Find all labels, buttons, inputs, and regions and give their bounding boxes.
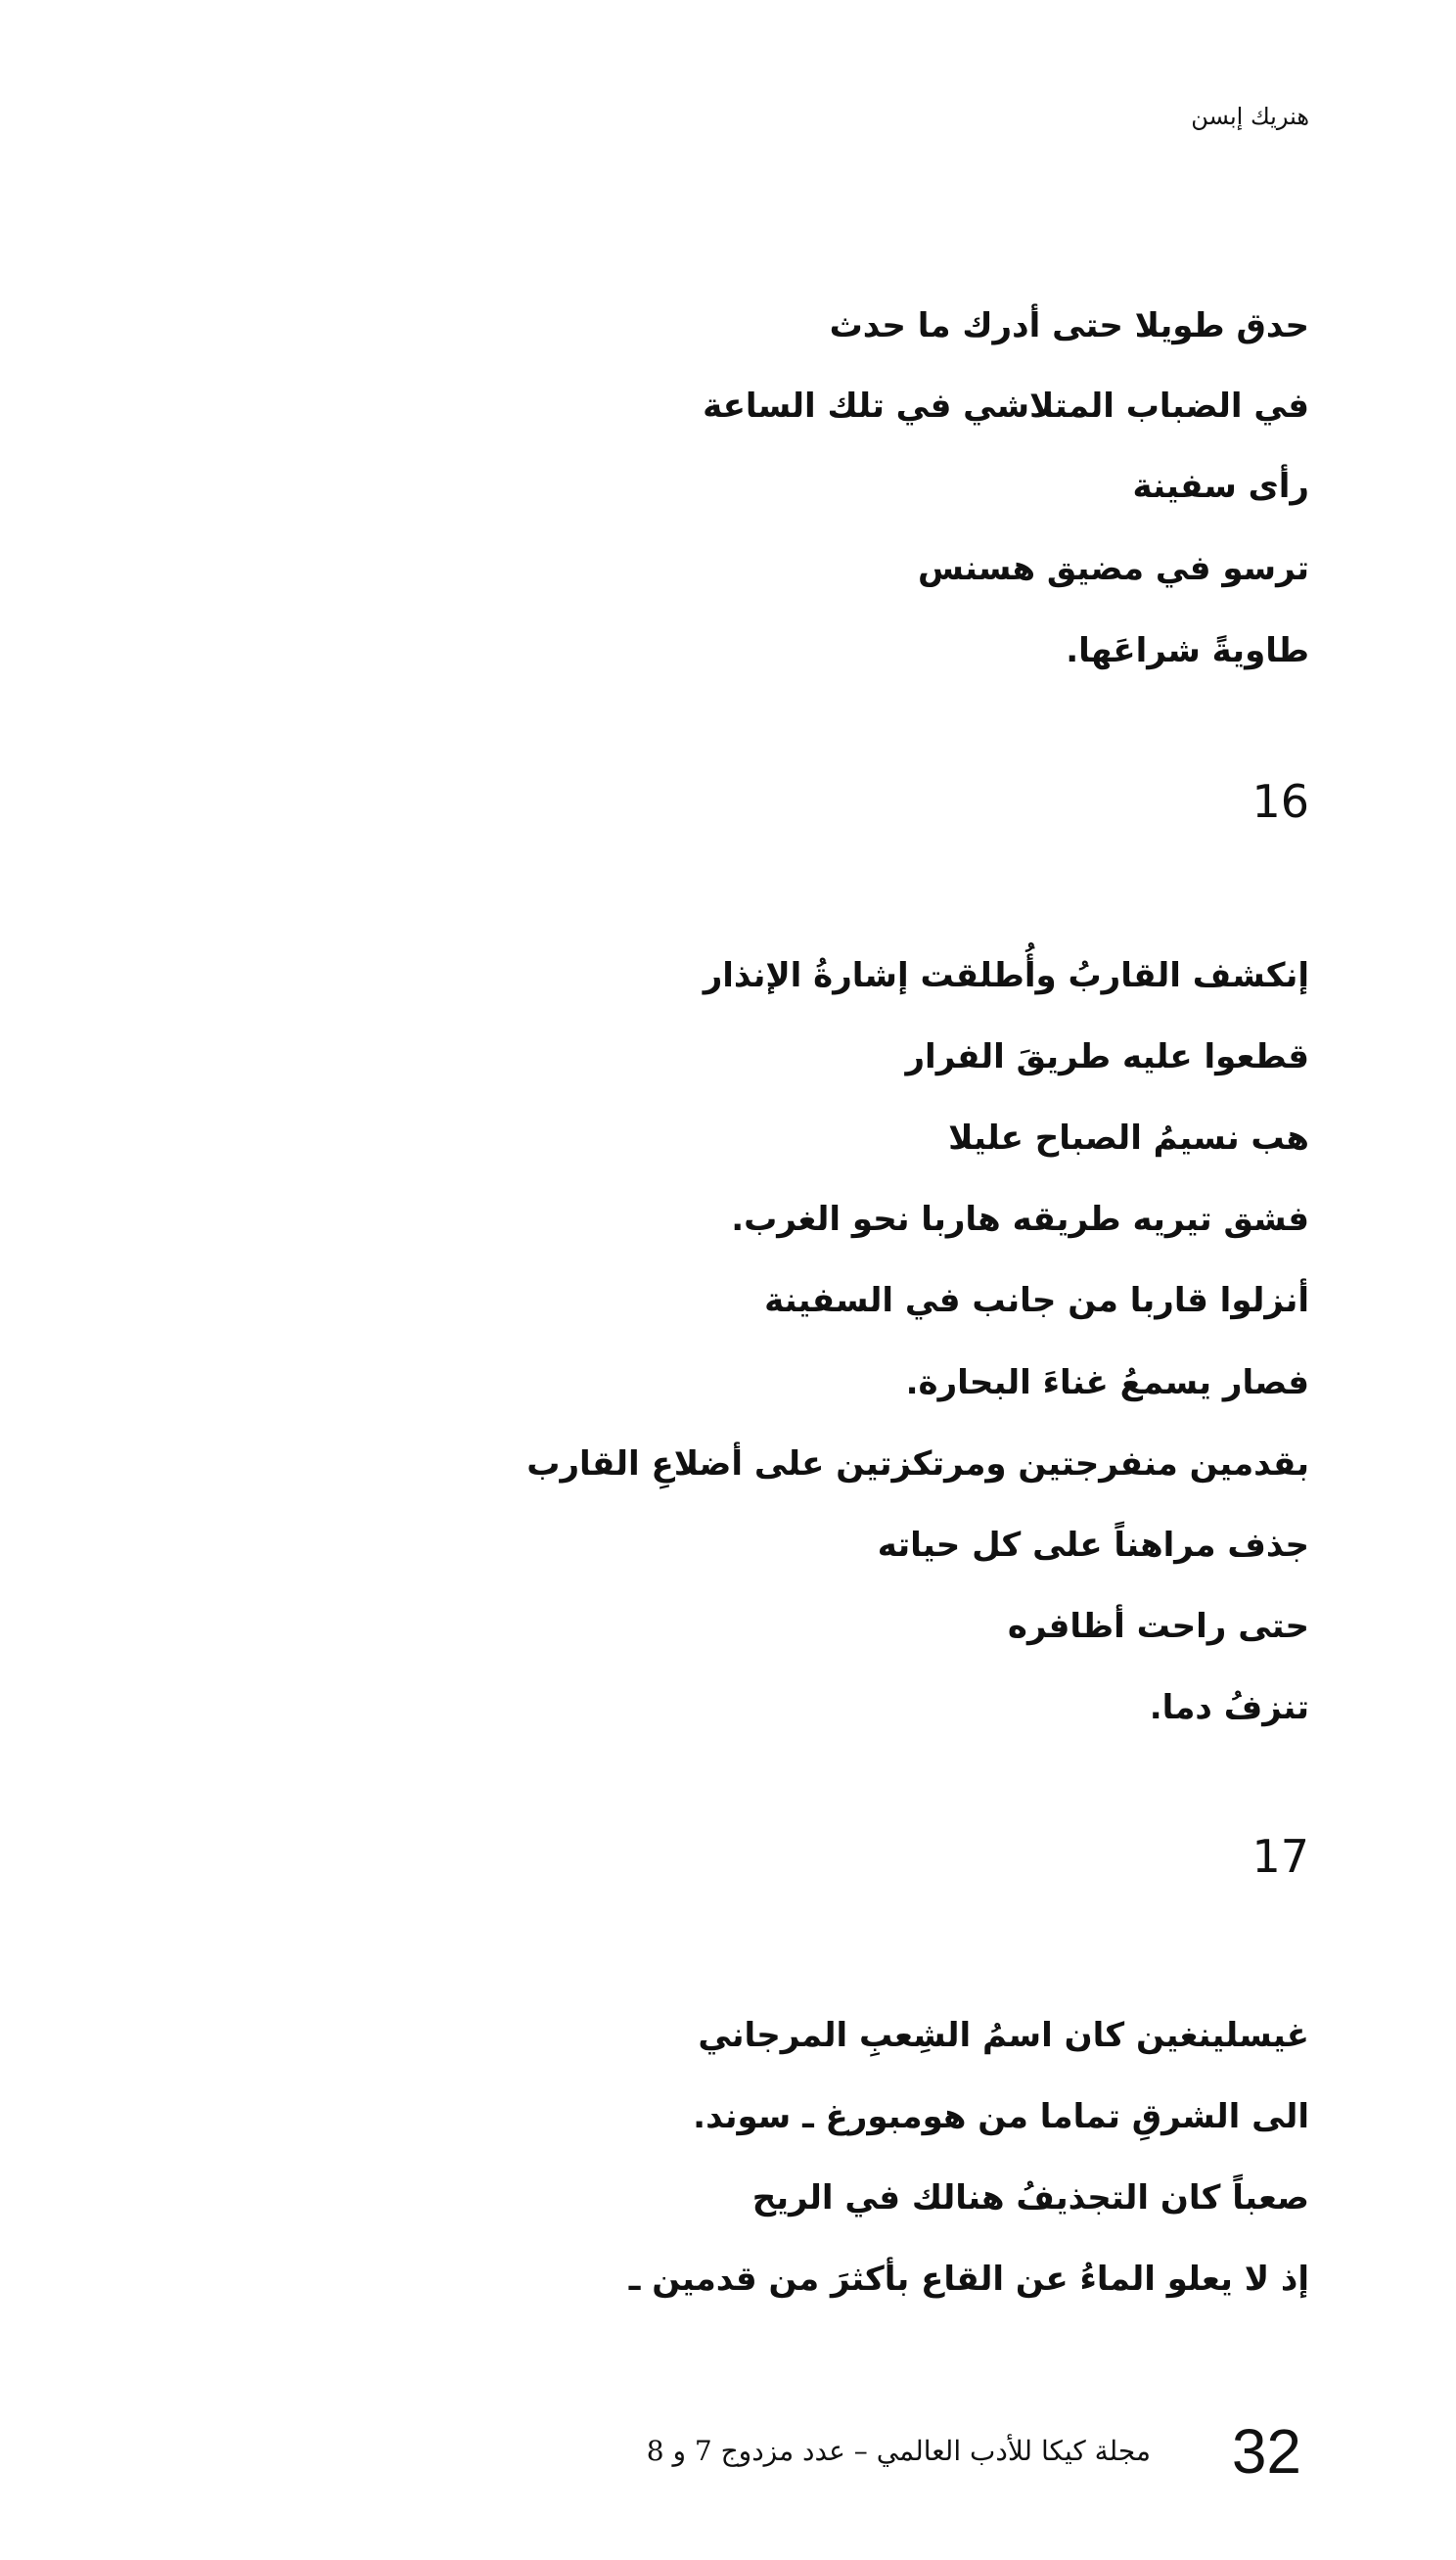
poem-line: في الضباب المتلاشي في تلك الساعة [703,387,1309,426]
section-number-16: 16 [1251,775,1309,828]
poem-line: أنزلوا قاربا من جانب في السفينة [764,1281,1309,1320]
poem-line: فصار يسمعُ غناءَ البحارة. [905,1363,1309,1402]
poem-line: حتى راحت أظافره [1007,1607,1309,1646]
poem-line: طاويةً شراعَها. [1066,631,1309,670]
poem-line: غيسلينغين كان اسمُ الشِعبِ المرجاني [698,2016,1309,2055]
poem-line: ترسو في مضيق هسنس [917,549,1309,588]
poem-line: حدق طويلا حتى أدرك ما حدث [829,306,1309,345]
poem-line: إذ لا يعلو الماءُ عن القاع بأكثرَ من قدمين ـ [628,2260,1309,2299]
poem-line: بقدمين منفرجتين ومرتكزتين على أضلاعِ القارب [526,1444,1309,1484]
poem-line: تنزفُ دما. [1149,1688,1309,1727]
poem-line: هب نسيمُ الصباح عليلا [948,1119,1309,1158]
poem-line: فشق تيريه طريقه هاربا نحو الغرب. [731,1200,1309,1239]
poem-line: صعباً كان التجذيفُ هنالك في الريح [751,2178,1309,2217]
page-number: 32 [1231,2416,1301,2487]
poem-line: الى الشرقِ تماما من هومبورغ ـ سوند. [693,2097,1309,2136]
running-header-author: هنريك إبسن [1191,103,1309,130]
poem-line: جذف مراهناً على كل حياته [877,1526,1309,1565]
poem-line: إنكشف القاربُ وأُطلقت إشارةُ الإنذار [703,956,1309,995]
section-number-17: 17 [1251,1830,1309,1883]
poem-line: قطعوا عليه طريقَ الفرار [905,1037,1309,1076]
publication-footer: مجلة كيكا للأدب العالمي – عدد مزدوج 7 و 8 [646,2435,1151,2467]
poem-line: رأى سفينة [1132,467,1309,506]
